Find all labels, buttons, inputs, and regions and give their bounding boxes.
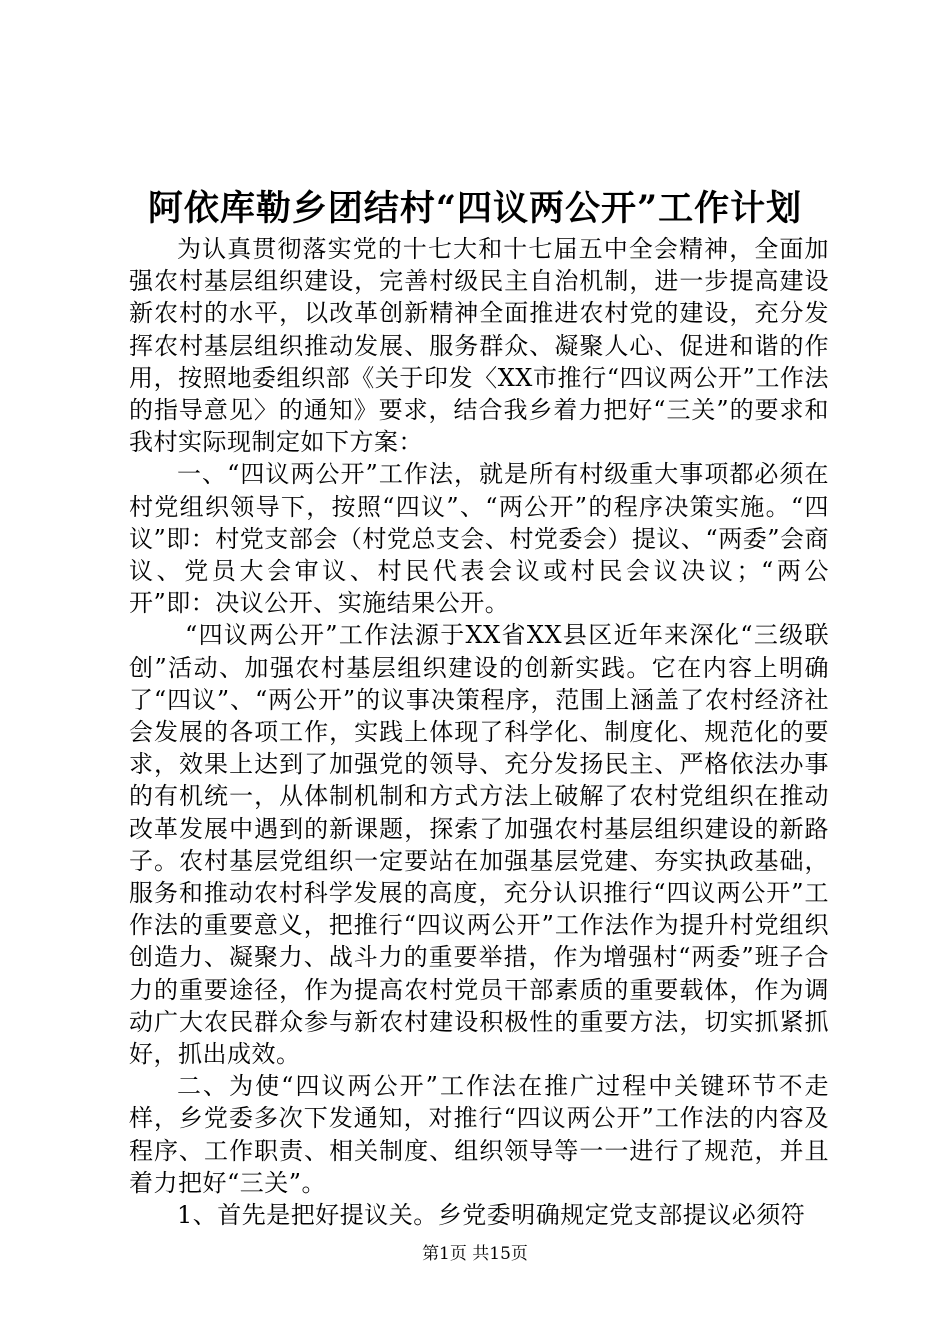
page-number-footer: 第1页 共15页 — [422, 1244, 528, 1264]
paragraph-intro: 为认真贯彻落实党的十七大和十七届五中全会精神，全面加强农村基层组织建设，完善村级民主自治机制，进一步提高建设新农村的水平，以改革创新精神全面推进农村党的建设，充分发挥农村基层组织推动发展、服务群众、凝聚人心、促进和谐的作用，按照地委组织部《关于印发〈XX市推行“四议两公开”工作法的指导意见〉的通知》要求，结合我乡着力把好“三关”的要求和我村实际现制定如下方案： — [129, 235, 829, 457]
document-title: 阿依库勒乡团结村“四议两公开”工作计划 — [147, 188, 803, 229]
paragraph-section-two: 二、为使“四议两公开”工作法在推广过程中关键环节不走样，乡党委多次下发通知，对推行“四议两公开”工作法的内容及程序、工作职责、相关制度、组织领导等一一进行了规范，并且着力把好“三关”。 — [129, 1072, 829, 1197]
paragraph-origin: “四议两公开”工作法源于XX省XX县区近年来深化“三级联创”活动、加强农村基层组织建设的创新实践。它在内容上明确了“四议”、“两公开”的议事决策程序，范围上涵盖了农村经济社会发展的各项工作，实践上体现了科学化、制度化、规范化的要求，效果上达到了加强党的领导、充分发扬民主、严格依法办事的有机统一，从体制机制和方式方法上破解了农村党组织在推动改革发展中遇到的新课题，探索了加强农村基层组织建设的新路子。农村基层党组织一定要站在加强基层党建、夯实执政基础，服务和推动农村科学发展的高度，充分认识推行“四议两公开”工作法的重要意义，把推行“四议两公开”工作法作为提升村党组织创造力、凝聚力、战斗力的重要举措，作为增强村“两委”班子合力的重要途径，作为提高农村党员干部素质的重要载体，作为调动广大农民群众参与新农村建设积极性的重要方法，切实抓紧抓好，抓出成效。 — [129, 621, 829, 1069]
paragraph-section-one: 一、“四议两公开”工作法，就是所有村级重大事项都必须在村党组织领导下，按照“四议”、“两公开”的程序决策实施。“四议”即：村党支部会（村党总支会、村党委会）提议、“两委”会商议、党员大会审议、村民代表会议或村民会议决议；“两公开”即：决议公开、实施结果公开。 — [129, 460, 829, 618]
document-body — [129, 233, 829, 1231]
paragraph-item-one: 1、首先是把好提议关。乡党委明确规定党支部提议必须符 — [177, 1201, 806, 1230]
